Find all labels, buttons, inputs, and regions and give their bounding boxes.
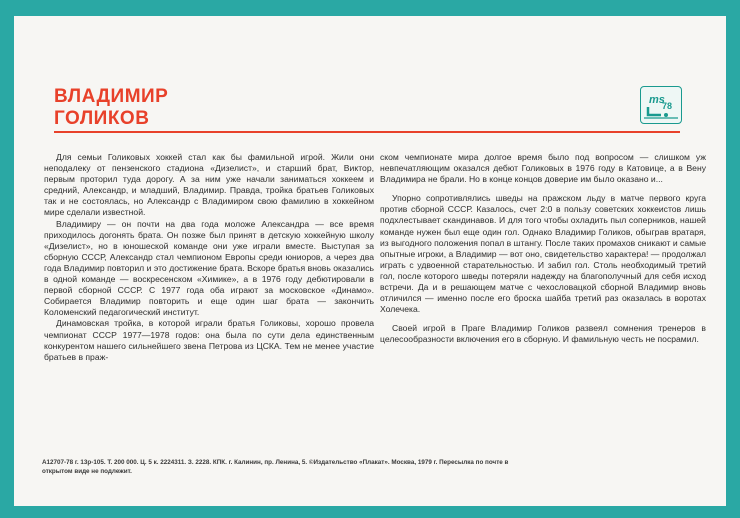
- title-first-name: ВЛАДИМИР: [54, 86, 169, 107]
- paragraph: Для семьи Голиковых хоккей стал как бы фамильной игрой. Жили они неподалеку от пензенского стадиона «Дизелист», и старший брат, Виктор, первым проторил туда дорогу. А за ним уже начали заниматься хоккеем и средний, Александр, и младший, Владимир. Правда, тройка братьев Голиковых так и не состоялась, но Александр с Владимиром свою фамилию в хоккейном мире сделали известной.: [44, 152, 374, 218]
- page-title: [54, 86, 168, 130]
- article-column-right: [380, 152, 706, 346]
- publisher-imprint: [42, 458, 732, 476]
- imprint-line: открытом виде не подлежит.: [42, 468, 132, 475]
- paragraph: Упорно сопротивлялись шведы на пражском льду в матче первого круга против сборной СССР. Казалось, счет 2:0 в пользу советских хоккеистов лишь подхлестывает скандинавов. И для того чтобы охладить пыл соперников, нашей команде нужен был еще один гол. Однако Владимир Голиков, обыграв вратаря, из выгодного положения попал в штангу. После таких промахов сникают и самые опытные игроки, а Владимир — вот оно, свидетельство характера! — продолжал играть с удвоенной старательностью. И забил гол. Столь необходимый третий гол, после которого шведы потеряли надежду на благополучный для себя исход встречи. Да и в решающем матче с чехословацкой сборной Владимир вновь отличился — именно после его броска шайба третий раз оказалась в воротах Холечека.: [380, 193, 706, 315]
- postcard: [14, 16, 726, 506]
- paragraph: Своей игрой в Праге Владимир Голиков развеял сомнения тренеров в целесообразности включения его в сборную. И фамильную честь не посрамил.: [380, 323, 706, 345]
- title-divider: [54, 131, 680, 133]
- paragraph: Владимиру — он почти на два года моложе Александра — все время приходилось догонять брата. Он позже был принят в детскую хоккейную школу «Дизелист», но в юношеской команде они уже играли вместе. Выступая за сборную СССР, Александр стал чемпионом Европы среди юниоров, а через два года Владимир повторил и это достижение брата. Вскоре братья вновь оказались в одной команде — воскресенском «Химике», а в 1976 году дебютировали в первой сборной СССР. С 1977 года оба играют за московское «Динамо». Собирается Владимир повторить и еще один шаг брата — закончить Коломенский педагогический институт.: [44, 218, 374, 318]
- ms78-logo-graphic: [641, 87, 681, 123]
- title-last-name: ГОЛИКОВ: [54, 108, 150, 129]
- paragraph: Динамовская тройка, в которой играли братья Голиковы, хорошо провела чемпионат СССР 1977—1978 годов: она была по сути дела единственным конкурентом нашего сильнейшего звена Петрова из ЦСКА. Тем не менее участие братьев в праж-: [44, 318, 374, 362]
- ms78-hockey-logo-icon: [640, 86, 682, 124]
- svg-text:78: 78: [662, 101, 673, 111]
- svg-text:ms: ms: [649, 94, 665, 106]
- article-column-left: [44, 152, 374, 363]
- imprint-line: А12707-78 г. 13р-105. Т. 200 000. Ц. 5 к. 2224311. З. 2228. КПК. г. Калинин, пр. Ленина, 5. ©Издательство «Плакат». Москва, 1979 г. Пересылка по почте в: [42, 459, 509, 466]
- paragraph: ском чемпионате мира долгое время было под вопросом — слишком уж невпечатляющим оказался дебют Голиковых в 1976 году в Катовице, а в Вену Владимира не брали. Но в конце концов доверие им было оказано и...: [380, 152, 706, 185]
